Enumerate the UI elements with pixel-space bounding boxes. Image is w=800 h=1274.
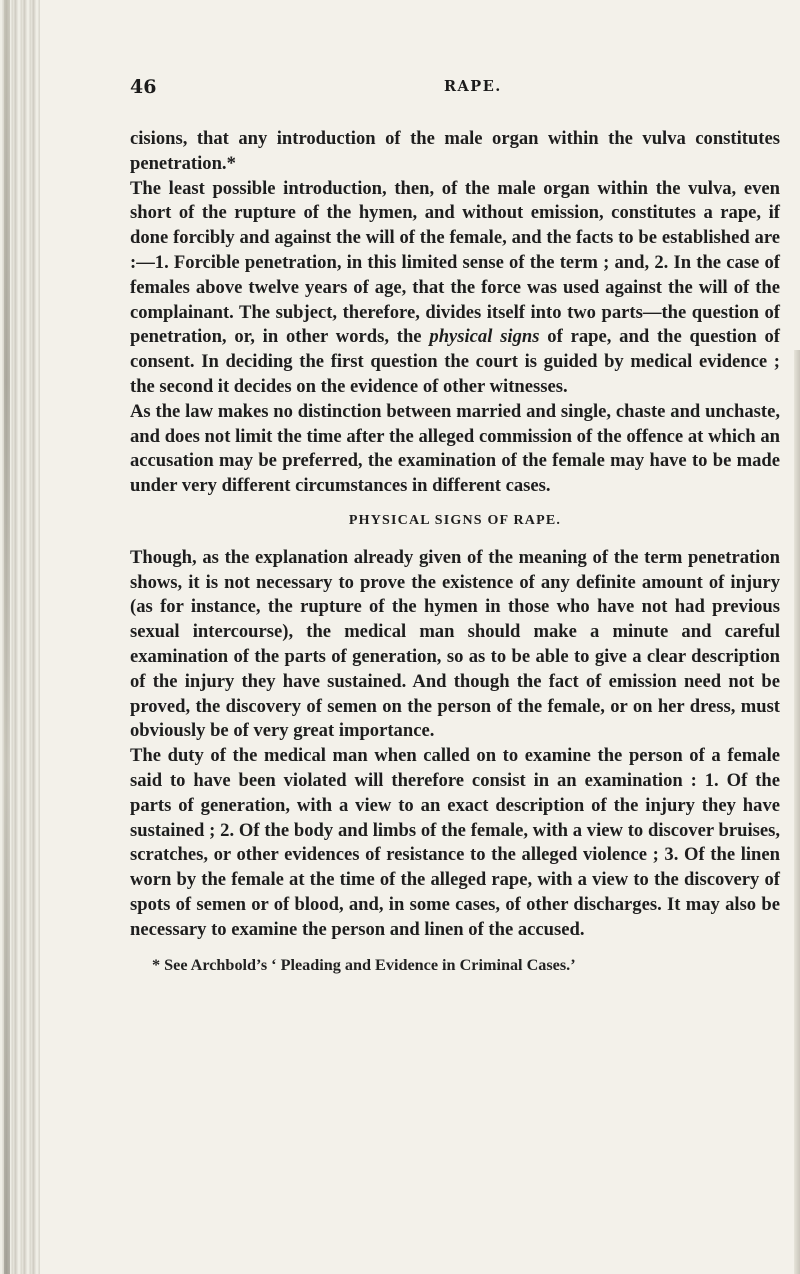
book-page — [130, 76, 795, 975]
paragraph-penetration: Though, as the explanation already given of the meaning of the term penetration shows, it is not necessary to prove the existence of any definite amount of injury (as for instance, the rupture of the hymen in those who have not had previous sexual intercourse), the medical man should make a minute and careful examination of the parts of generation, so as to be able to give a clear description of the injury they have sustained. And though the fact of emission need not be proved, the discovery of semen on the person of the female, or on her dress, must obviously be of very great importance. — [130, 546, 780, 742]
running-head — [130, 76, 795, 108]
paragraph-law-distinction: As the law makes no distinction between married and single, chaste and unchaste, and does not limit the time after the alleged commission of the offence at which an accusation may be preferred, the examination of the female may have to be made under very different circumstances in different cases. — [130, 400, 780, 497]
page-number: 46 — [130, 76, 157, 98]
section-heading: PHYSICAL SIGNS OF RAPE. — [348, 512, 562, 528]
paragraph-duty: The duty of the medical man when called on to examine the person of a female said to have been violated will therefore consist in an examination : 1. Of the parts of generation, with a view to an exact description of the injury they have sustained ; 2. Of the body and limbs of the female, with a view to discover bruises, scratches, or other evidences of resistance to the alleged violence ; 3. Of the linen worn by the female at the time of the alleged rape, with a view to the discovery of spots of semen or of blood, and, in some cases, of other discharges. It may also be necessary to examine the person and linen of the accused. — [130, 745, 780, 940]
footnote: * See Archbold’s ‘ Pleading and Evidence in Criminal Cases.’ — [152, 955, 576, 974]
body-text — [130, 127, 780, 943]
italic-phrase: physical signs — [429, 326, 540, 348]
paragraph-least-introduction — [130, 177, 780, 400]
paragraph-continuation: cisions, that any introduction of the male organ within the vulva constitutes penetration.* — [130, 128, 780, 174]
running-title: RAPE. — [444, 78, 502, 95]
paragraph-text: of rape, and the question of consent. In deciding the first question the court is guided by medical evidence ; the second it decides on the evidence of other witnesses. — [130, 326, 781, 397]
book-binding-edge — [0, 0, 40, 1274]
paragraph-text: The least possible introduction, then, of the male organ within the vulva, even short of the rupture of the hymen, and without emission, constitutes a rape, if done forcibly and against the will of the female, and the facts to be established are :—1. Forcible penetration, in this limited sense of the term ; and, 2. In the case of females above twelve years of age, that the force was used against the will of the complainant. The subject, therefore, divides itself into two parts—the question of penetration, or, in other words, the — [130, 177, 780, 348]
